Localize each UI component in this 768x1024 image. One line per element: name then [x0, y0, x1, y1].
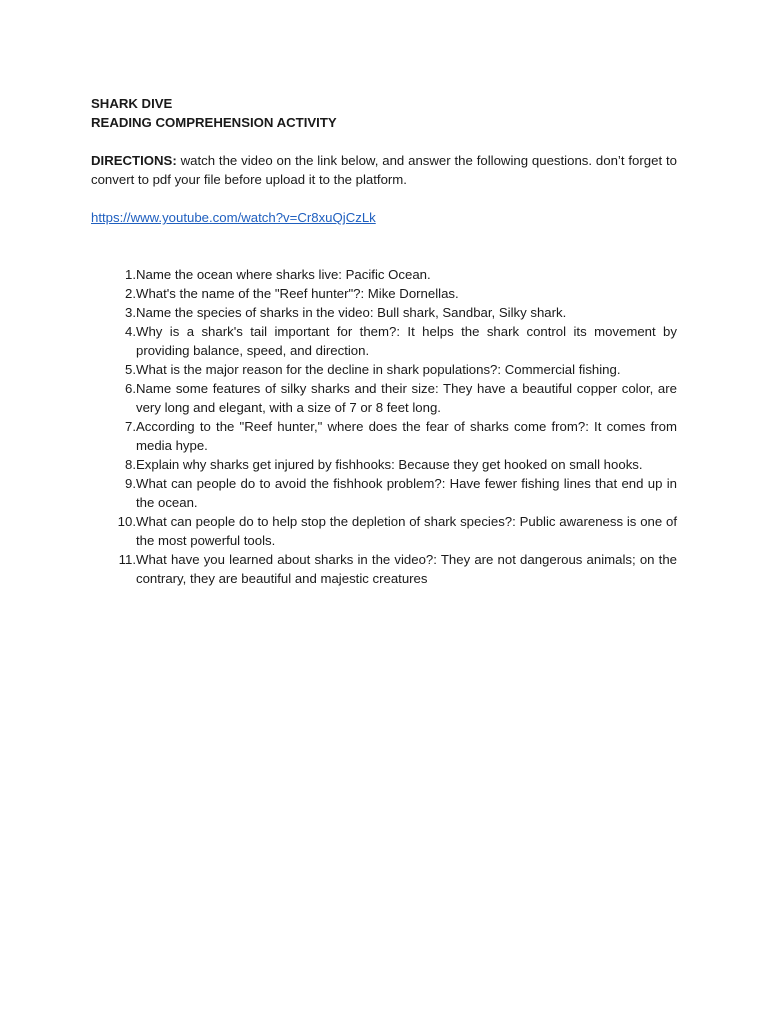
question-number: 5.: [125, 362, 136, 377]
video-link[interactable]: https://www.youtube.com/watch?v=Cr8xuQjCzLk: [91, 210, 376, 225]
question-number: 7.: [125, 419, 136, 434]
directions-text: watch the video on the link below, and answer the following questions. don’t forget to convert to pdf your file before upload it to the platform.: [91, 153, 677, 187]
directions-paragraph: [91, 151, 677, 189]
question-number: 9.: [125, 476, 136, 491]
directions-label: DIRECTIONS:: [91, 153, 177, 168]
question-text: What's the name of the "Reef hunter"?: Mike Dornellas.: [136, 286, 459, 301]
question-item: [91, 265, 677, 284]
question-text: What have you learned about sharks in the video?: They are not dangerous animals; on the contrary, they are beautiful and majestic creatures: [136, 552, 677, 586]
question-number: 10.: [117, 514, 136, 529]
question-text: Name the ocean where sharks live: Pacific Ocean.: [136, 267, 431, 282]
question-number: 4.: [125, 324, 136, 339]
question-item: [91, 550, 677, 588]
question-number: 1.: [125, 267, 136, 282]
question-text: Name the species of sharks in the video: Bull shark, Sandbar, Silky shark.: [136, 305, 567, 320]
document-content: [91, 94, 677, 588]
question-number: 8.: [125, 457, 136, 472]
question-item: [91, 512, 677, 550]
question-text: Name some features of silky sharks and their size: They have a beautiful copper color, are very long and elegant, with a size of 7 or 8 feet long.: [136, 381, 677, 415]
document-title: SHARK DIVE: [91, 96, 173, 111]
question-text: Explain why sharks get injured by fishhooks: Because they get hooked on small hooks.: [136, 457, 643, 472]
video-link-row: [91, 208, 677, 227]
question-text: What can people do to avoid the fishhook problem?: Have fewer fishing lines that end up in the ocean.: [136, 476, 677, 510]
question-number: 2.: [125, 286, 136, 301]
question-item: [91, 417, 677, 455]
question-text: What can people do to help stop the depletion of shark species?: Public awareness is one of the most powerful tools.: [136, 514, 677, 548]
question-number: 3.: [125, 305, 136, 320]
question-list: [91, 265, 677, 588]
question-item: [91, 474, 677, 512]
question-item: [91, 303, 677, 322]
question-item: [91, 379, 677, 417]
question-number: 6.: [125, 381, 136, 396]
question-number: 11.: [118, 552, 136, 567]
question-item: [91, 360, 677, 379]
document-subtitle: READING COMPREHENSION ACTIVITY: [91, 115, 337, 130]
question-text: According to the "Reef hunter," where does the fear of sharks come from?: It comes from media hype.: [136, 419, 677, 453]
question-text: Why is a shark's tail important for them?: It helps the shark control its movement by providing balance, speed, and direction.: [136, 324, 677, 358]
question-item: [91, 284, 677, 303]
question-item: [91, 322, 677, 360]
question-text: What is the major reason for the decline in shark populations?: Commercial fishing.: [136, 362, 621, 377]
question-item: [91, 455, 677, 474]
